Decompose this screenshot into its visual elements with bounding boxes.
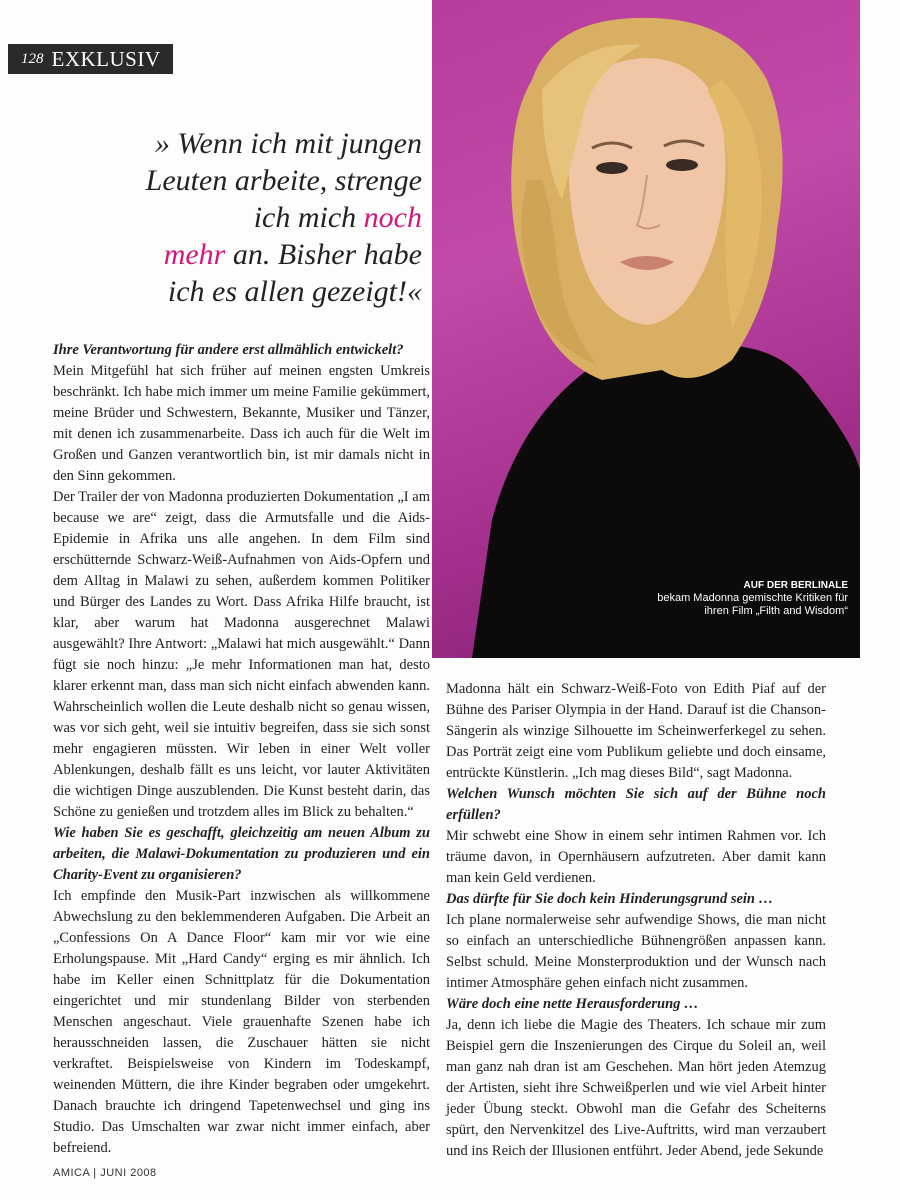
question-4: Das dürfte für Sie doch kein Hinderungsgrund sein … bbox=[446, 891, 774, 907]
quote-highlight-mehr: mehr bbox=[163, 238, 226, 271]
page-number: 128 bbox=[21, 50, 44, 67]
question-1: Ihre Verantwortung für andere erst allmählich entwickelt? bbox=[53, 342, 404, 358]
answer-2: Ich empfinde den Musik-Part inzwischen als willkommene Abwechslung zu den beklemmenderen Aufgaben. Die Arbeit an „Confessions On A Dance Floor“ kam mir vor wie eine Erholungspause. Mit „Hard Candy“ erging es mir ähnlich. Ich habe im Keller einen Schnittplatz für die Dokumentation eingerichtet und mir stundenlang Bilder von sterbenden Menschen angeschaut. Viele grauenhafte Szenen habe ich herausschneiden lassen, die Zuschauer hätten sie nicht verkraftet. Beispielsweise von Kindern im Todeskampf, weinenden Müttern, die ihre Kinder begraben oder umgekehrt. Danach brauchte ich dringend Tapetenwechsel und ging ins Studio. Das Umschalten war zwar nicht immer einfach, aber befreiend. bbox=[53, 888, 430, 1156]
answer-1: Mein Mitgefühl hat sich früher auf meinen engsten Umkreis beschränkt. Ich habe mich immer um meine Familie gekümmert, meine Brüder und Schwestern, Bekannte, Musiker und Tänzer, mit denen ich zusammenarbeite. Dass ich auch für die Welt im Großen und Ganzen verantwortlich bin, ist mir damals nicht in den Sinn gekommen. bbox=[53, 363, 430, 484]
left-column bbox=[53, 340, 430, 1159]
caption-title: AUF DER BERLINALE bbox=[743, 580, 848, 591]
portrait-photo bbox=[432, 0, 860, 658]
answer-4: Ich plane normalerweise sehr aufwendige Shows, die man nicht so einfach an unterschiedliche Bühnengrößen anpassen kann. Selbst schuld. Meine Monsterproduktion und der Wunsch nach intimer Atmosphäre gehen einfach nicht zusammen. bbox=[446, 912, 826, 991]
quote-text-start: » Wenn ich mit jungen Leuten arbeite, strenge ich mich bbox=[145, 127, 422, 234]
paragraph-trailer: Der Trailer der von Madonna produzierten Dokumentation „I am because we are“ zeigt, dass die Armutsfalle und die Aids-Epidemie in Afrika uns alle angehen. In dem Film sind erschütternde Schwarz-Weiß-Aufnahmen von Aids-Opfern und dem Alltag in Malawi zu sehen, außerdem kommen Politiker und Bürger des Landes zu Wort. Dass Afrika Hilfe braucht, ist klar, aber warum hat Madonna ausgerechnet Malawi ausgewählt? Ihre Antwort: „Malawi hat mich ausgewählt.“ Dann fügt sie noch hinzu: „Je mehr Informationen man hat, desto klarer erkennt man, dass man sich nicht einfach abwenden kann. Wahrscheinlich wollen die Leute deshalb nicht so genau wissen, was vor sich geht, weil sie intuitiv begreifen, dass sie sich sonst mehr engagieren müssten. Wir leben in einer Welt voller Ablenkungen, deshalb fällt es uns leicht, vor lauter Aktivitäten die wichtigen Dinge auszublenden. Die Kunst besteht darin, das Schöne zu genießen und trotzdem alles im Blick zu behalten.“ bbox=[53, 489, 430, 820]
right-column bbox=[446, 679, 826, 1162]
quote-highlight-noch: noch bbox=[363, 201, 422, 234]
answer-5: Ja, denn ich liebe die Magie des Theaters. Ich schaue mir zum Beispiel gern die Inszenierungen des Cirque du Soleil an, weil man ganz nah dran ist am Geschehen. Man hört jeden Atemzug der Artisten, sieht ihre Schweißperlen und wie viel Arbeit hinter jeder Übung steckt. Obwohl man die Gefahr des Scheiterns spürt, den Nervenkitzel des Live-Auftritts, wird man verzaubert und ins Reich der Illusionen entführt. Jeder Abend, jede Sekunde bbox=[446, 1017, 826, 1159]
question-3: Welchen Wunsch möchten Sie sich auf der Bühne noch erfüllen? bbox=[446, 786, 826, 823]
portrait-illustration bbox=[432, 0, 860, 658]
pull-quote bbox=[130, 125, 422, 310]
quote-text-end: an. Bisher habe ich es allen gezeigt!« bbox=[167, 238, 422, 308]
question-5: Wäre doch eine nette Herausforderung … bbox=[446, 996, 699, 1012]
section-header bbox=[8, 44, 173, 74]
section-title: EXKLUSIV bbox=[51, 46, 161, 71]
page-footer: AMICA | JUNI 2008 bbox=[53, 1167, 157, 1179]
photo-caption bbox=[648, 579, 848, 618]
caption-text: bekam Madonna gemischte Kritiken für ihren Film „Filth and Wisdom“ bbox=[657, 592, 848, 617]
answer-3: Mir schwebt eine Show in einem sehr intimen Rahmen vor. Ich träume davon, in Opernhäusern aufzutreten. Aber damit kann man kein Geld verdienen. bbox=[446, 828, 826, 886]
question-2: Wie haben Sie es geschafft, gleichzeitig am neuen Album zu arbeiten, die Malawi-Dokumentation zu produzieren und ein Charity-Event zu organisieren? bbox=[53, 825, 430, 883]
paragraph-piaf: Madonna hält ein Schwarz-Weiß-Foto von Edith Piaf auf der Bühne des Pariser Olympia in der Hand. Darauf ist die Chanson-Sängerin als winzige Silhouette im Scheinwerferkegel zu sehen. Das Porträt zeigt eine vom Publikum geliebte und doch einsame, entrückte Künstlerin. „Ich mag dieses Bild“, sagt Madonna. bbox=[446, 681, 826, 781]
